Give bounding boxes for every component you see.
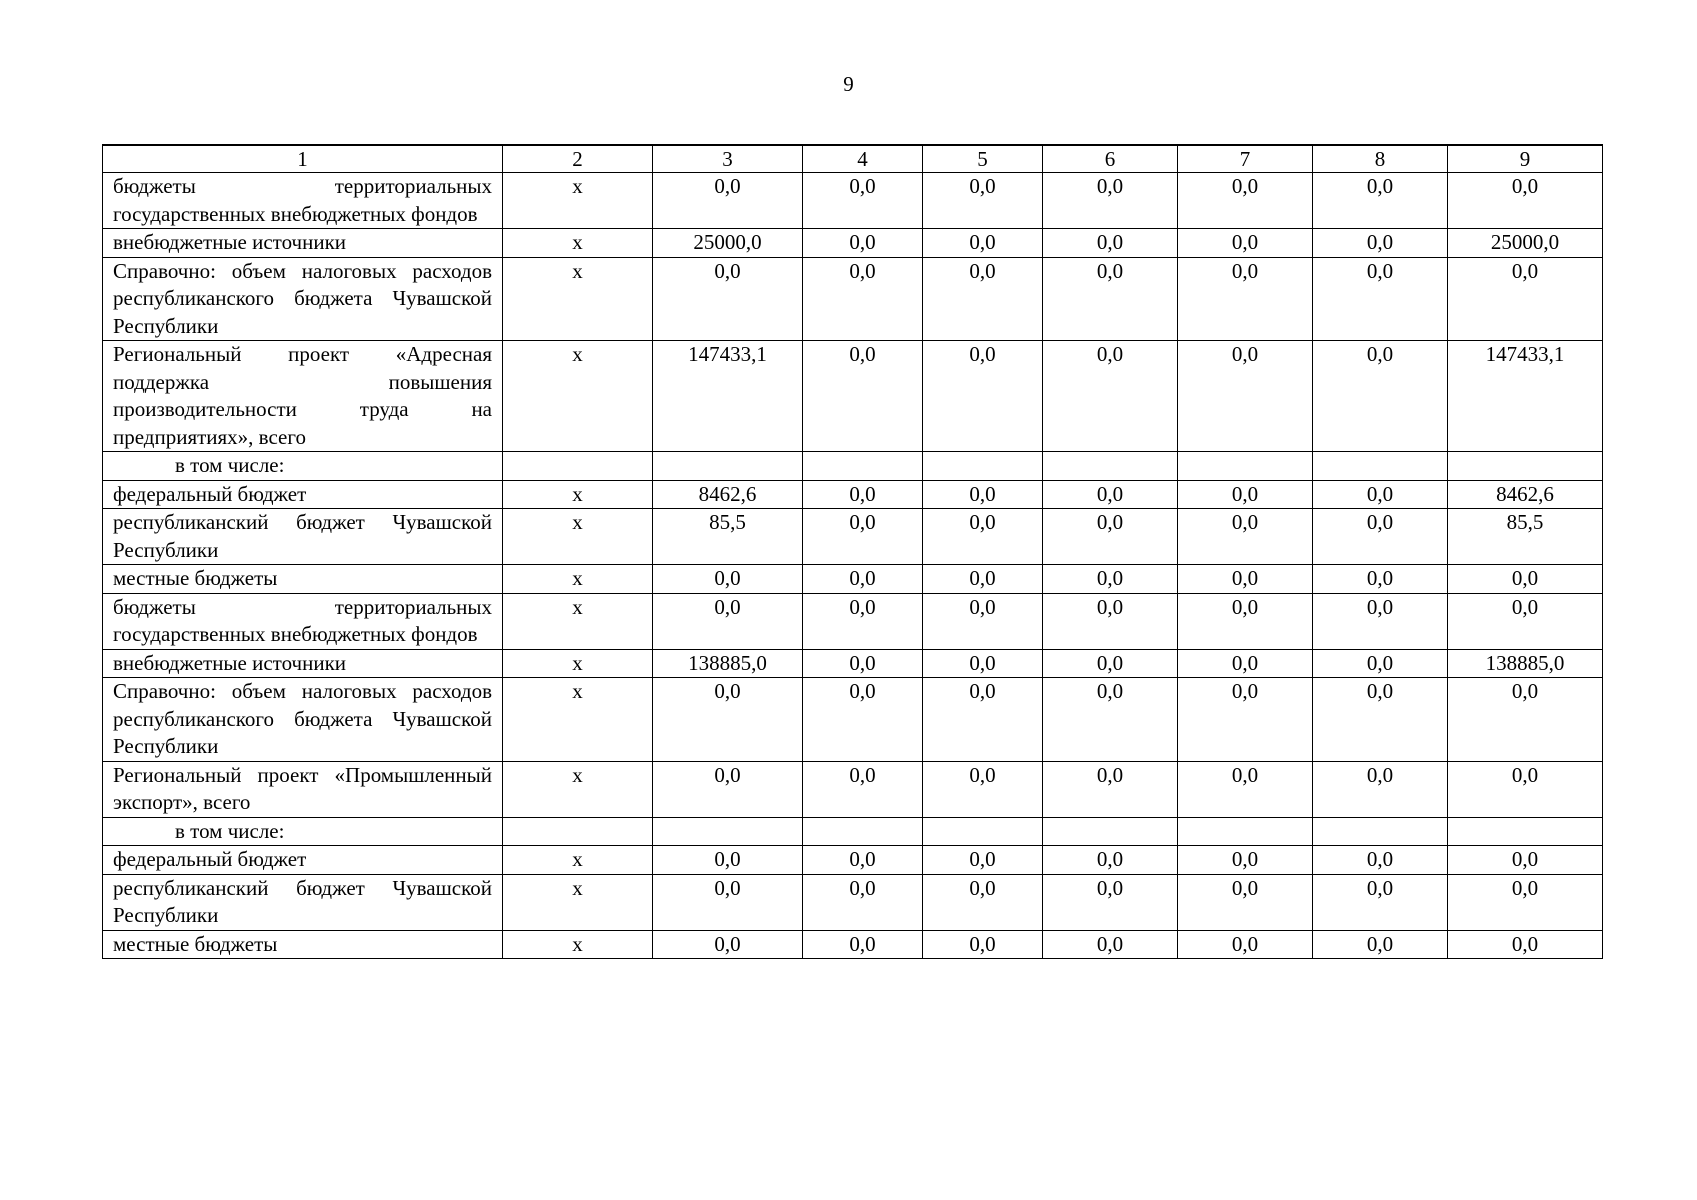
value-cell: 0,0 — [1043, 341, 1178, 452]
value-cell: 0,0 — [1178, 173, 1313, 229]
value-cell: 0,0 — [1448, 930, 1603, 959]
value-cell: 0,0 — [1313, 593, 1448, 649]
table-row — [103, 649, 1603, 678]
value-cell: 0,0 — [1043, 846, 1178, 875]
value-cell: 0,0 — [803, 509, 923, 565]
value-cell: 0,0 — [803, 930, 923, 959]
value-cell: 25000,0 — [1448, 229, 1603, 258]
column-header: 4 — [803, 145, 923, 173]
value-cell — [503, 452, 653, 481]
table-row — [103, 678, 1603, 762]
value-cell: 147433,1 — [653, 341, 803, 452]
value-cell: 0,0 — [1043, 565, 1178, 594]
value-cell: 0,0 — [803, 846, 923, 875]
column-header: 2 — [503, 145, 653, 173]
value-cell: 0,0 — [1043, 257, 1178, 341]
value-cell: 0,0 — [803, 229, 923, 258]
value-cell: 0,0 — [923, 565, 1043, 594]
value-cell: х — [503, 930, 653, 959]
value-cell — [1448, 452, 1603, 481]
value-cell: 0,0 — [653, 874, 803, 930]
value-cell: 0,0 — [653, 930, 803, 959]
value-cell: 0,0 — [803, 341, 923, 452]
row-label: местные бюджеты — [103, 565, 503, 594]
value-cell: 147433,1 — [1448, 341, 1603, 452]
row-label: внебюджетные источники — [103, 649, 503, 678]
value-cell: 0,0 — [1448, 173, 1603, 229]
value-cell: 0,0 — [1178, 229, 1313, 258]
value-cell: 0,0 — [803, 565, 923, 594]
value-cell: 0,0 — [1043, 173, 1178, 229]
value-cell: 138885,0 — [653, 649, 803, 678]
value-cell: 0,0 — [1043, 930, 1178, 959]
row-label: бюджеты территориальных государственных внебюджетных фондов — [103, 593, 503, 649]
value-cell: 0,0 — [923, 846, 1043, 875]
value-cell: 0,0 — [1043, 229, 1178, 258]
row-label: Справочно: объем налоговых расходов республиканского бюджета Чувашской Республики — [103, 257, 503, 341]
value-cell — [1313, 817, 1448, 846]
value-cell: 0,0 — [1313, 480, 1448, 509]
value-cell: 138885,0 — [1448, 649, 1603, 678]
value-cell: 0,0 — [923, 649, 1043, 678]
value-cell: х — [503, 509, 653, 565]
value-cell: х — [503, 257, 653, 341]
value-cell — [1178, 452, 1313, 481]
value-cell: х — [503, 846, 653, 875]
table-body — [103, 173, 1603, 959]
table-row — [103, 930, 1603, 959]
value-cell: х — [503, 480, 653, 509]
value-cell: 0,0 — [923, 678, 1043, 762]
value-cell: 0,0 — [1043, 480, 1178, 509]
value-cell: 0,0 — [1313, 846, 1448, 875]
value-cell: х — [503, 678, 653, 762]
row-label: в том числе: — [103, 817, 503, 846]
row-label: внебюджетные источники — [103, 229, 503, 258]
value-cell: 0,0 — [1043, 874, 1178, 930]
value-cell — [653, 452, 803, 481]
row-label: федеральный бюджет — [103, 480, 503, 509]
value-cell: 85,5 — [653, 509, 803, 565]
value-cell: 0,0 — [1178, 846, 1313, 875]
value-cell: х — [503, 229, 653, 258]
value-cell: 0,0 — [1313, 341, 1448, 452]
value-cell: 0,0 — [1178, 678, 1313, 762]
row-label: республиканский бюджет Чувашской Республики — [103, 874, 503, 930]
value-cell: 0,0 — [803, 874, 923, 930]
value-cell: 0,0 — [1178, 874, 1313, 930]
table-row — [103, 257, 1603, 341]
value-cell: 0,0 — [1178, 593, 1313, 649]
value-cell: 0,0 — [1313, 678, 1448, 762]
table-row — [103, 817, 1603, 846]
value-cell: 0,0 — [923, 874, 1043, 930]
table-row — [103, 846, 1603, 875]
value-cell: 0,0 — [1448, 593, 1603, 649]
table-row — [103, 565, 1603, 594]
value-cell: 0,0 — [1178, 509, 1313, 565]
value-cell: 0,0 — [923, 509, 1043, 565]
value-cell: 0,0 — [653, 846, 803, 875]
value-cell — [1178, 817, 1313, 846]
value-cell: 0,0 — [803, 593, 923, 649]
value-cell — [1313, 452, 1448, 481]
value-cell — [653, 817, 803, 846]
value-cell: 0,0 — [1313, 874, 1448, 930]
value-cell: 0,0 — [1448, 761, 1603, 817]
value-cell: 0,0 — [1178, 257, 1313, 341]
value-cell: 0,0 — [1313, 761, 1448, 817]
row-label: Справочно: объем налоговых расходов республиканского бюджета Чувашской Республики — [103, 678, 503, 762]
value-cell: 0,0 — [803, 173, 923, 229]
table-row — [103, 874, 1603, 930]
value-cell — [1448, 817, 1603, 846]
column-header: 6 — [1043, 145, 1178, 173]
value-cell: 8462,6 — [653, 480, 803, 509]
table-row — [103, 593, 1603, 649]
value-cell: 0,0 — [923, 229, 1043, 258]
table-row — [103, 452, 1603, 481]
row-label: в том числе: — [103, 452, 503, 481]
value-cell: 0,0 — [1043, 761, 1178, 817]
value-cell: 8462,6 — [1448, 480, 1603, 509]
value-cell: 0,0 — [923, 257, 1043, 341]
value-cell: 0,0 — [1313, 229, 1448, 258]
page-number: 9 — [843, 72, 854, 96]
value-cell: 0,0 — [803, 678, 923, 762]
table-row — [103, 229, 1603, 258]
value-cell: 0,0 — [1178, 341, 1313, 452]
value-cell: 0,0 — [1178, 930, 1313, 959]
value-cell: х — [503, 565, 653, 594]
value-cell: х — [503, 874, 653, 930]
table-row — [103, 480, 1603, 509]
value-cell: 0,0 — [1313, 257, 1448, 341]
value-cell — [1043, 817, 1178, 846]
value-cell: 0,0 — [653, 593, 803, 649]
value-cell: 0,0 — [803, 480, 923, 509]
value-cell — [923, 817, 1043, 846]
value-cell: 0,0 — [803, 257, 923, 341]
value-cell: 0,0 — [923, 761, 1043, 817]
value-cell: 0,0 — [1448, 257, 1603, 341]
value-cell: х — [503, 761, 653, 817]
value-cell — [503, 817, 653, 846]
value-cell: 0,0 — [1313, 930, 1448, 959]
row-label: республиканский бюджет Чувашской Республики — [103, 509, 503, 565]
value-cell — [1043, 452, 1178, 481]
column-header: 5 — [923, 145, 1043, 173]
value-cell: 0,0 — [1313, 649, 1448, 678]
value-cell: 0,0 — [1448, 678, 1603, 762]
value-cell: 0,0 — [1043, 649, 1178, 678]
table-row — [103, 509, 1603, 565]
value-cell: 0,0 — [653, 761, 803, 817]
value-cell: 0,0 — [1178, 565, 1313, 594]
row-label: бюджеты территориальных государственных внебюджетных фондов — [103, 173, 503, 229]
table-header-row — [103, 145, 1603, 173]
value-cell: х — [503, 341, 653, 452]
value-cell — [923, 452, 1043, 481]
value-cell: 0,0 — [1043, 593, 1178, 649]
value-cell: 0,0 — [1178, 649, 1313, 678]
value-cell: х — [503, 593, 653, 649]
value-cell: 0,0 — [803, 761, 923, 817]
column-header: 7 — [1178, 145, 1313, 173]
row-label: федеральный бюджет — [103, 846, 503, 875]
value-cell: 0,0 — [653, 173, 803, 229]
value-cell: 85,5 — [1448, 509, 1603, 565]
row-label: Региональный проект «Адресная поддержка повышения производительности труда на предприятиях», всего — [103, 341, 503, 452]
value-cell: 25000,0 — [653, 229, 803, 258]
row-label: местные бюджеты — [103, 930, 503, 959]
column-header: 1 — [103, 145, 503, 173]
value-cell: 0,0 — [653, 565, 803, 594]
value-cell: 0,0 — [1313, 565, 1448, 594]
value-cell: 0,0 — [1448, 846, 1603, 875]
value-cell: 0,0 — [1043, 509, 1178, 565]
value-cell: 0,0 — [923, 173, 1043, 229]
value-cell: 0,0 — [923, 593, 1043, 649]
value-cell: 0,0 — [923, 480, 1043, 509]
funding-table — [102, 144, 1603, 959]
value-cell: 0,0 — [653, 257, 803, 341]
value-cell: 0,0 — [923, 930, 1043, 959]
table-row — [103, 341, 1603, 452]
value-cell: 0,0 — [923, 341, 1043, 452]
value-cell: 0,0 — [1448, 874, 1603, 930]
value-cell: 0,0 — [803, 649, 923, 678]
value-cell: 0,0 — [1178, 761, 1313, 817]
value-cell: х — [503, 649, 653, 678]
column-header: 9 — [1448, 145, 1603, 173]
value-cell: 0,0 — [1313, 509, 1448, 565]
column-header: 3 — [653, 145, 803, 173]
value-cell — [803, 452, 923, 481]
table-row — [103, 173, 1603, 229]
value-cell: 0,0 — [1043, 678, 1178, 762]
value-cell: 0,0 — [1448, 565, 1603, 594]
value-cell: х — [503, 173, 653, 229]
value-cell — [803, 817, 923, 846]
table-row — [103, 761, 1603, 817]
value-cell: 0,0 — [1313, 173, 1448, 229]
value-cell: 0,0 — [1178, 480, 1313, 509]
column-header: 8 — [1313, 145, 1448, 173]
row-label: Региональный проект «Промышленный экспорт», всего — [103, 761, 503, 817]
value-cell: 0,0 — [653, 678, 803, 762]
